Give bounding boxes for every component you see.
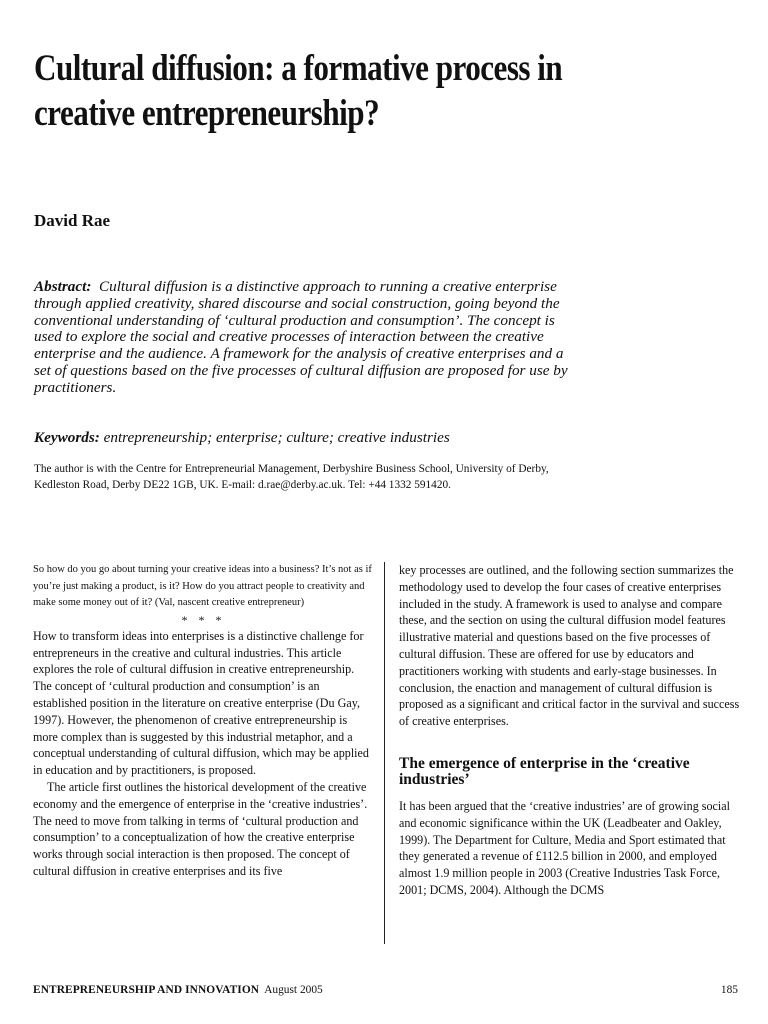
- article-title: Cultural diffusion: a formative process in creative entrepreneurship?: [34, 48, 563, 134]
- epigraph: So how do you go about turning your creative ideas into a business? It’s not as if you’re just making a product, is it? How do you attract people to creativity and make some money out of it? (Val, nascent creative entrepreneur): [33, 564, 372, 609]
- abstract-text: Cultural diffusion is a distinctive approach to running a creative enterprise through applied creativity, shared discourse and social construction, going beyond the conventional understanding of ‘cultural production and consumption’. The concept is used to explore the social and creative processes of interaction between the creative enterprise and the audience. A framework for the analysis of creative enterprises and a set of questions based on the five processes of cultural diffusion are proposed for use by practitioners.: [34, 278, 568, 396]
- right-column: [399, 562, 740, 899]
- journal-name: ENTREPRENEURSHIP AND INNOVATION: [33, 984, 260, 996]
- left-column: [33, 562, 374, 880]
- body-paragraph: The article first outlines the historical development of the creative economy and the emergence of enterprise in the ‘creative industries’. The need to move from talking in terms of ‘cultural production and consumption’ to a conceptualization of how the creative enterprise works through social interaction is then proposed. The concept of cultural diffusion in creative enterprises and its five: [33, 779, 368, 878]
- abstract-label: Abstract:: [34, 278, 92, 295]
- keywords-label: Keywords:: [34, 429, 100, 446]
- column-divider: [384, 562, 385, 944]
- issue-date: August 2005: [264, 984, 323, 996]
- author-affiliation: The author is with the Centre for Entrepreneurial Management, Derbyshire Business School, University of Derby, Kedleston Road, Derby DE22 1GB, UK. E-mail: d.rae@derby.ac.uk. Tel: +44 1332 591420.: [34, 463, 549, 491]
- abstract: [34, 279, 574, 397]
- keywords-text: entrepreneurship; enterprise; culture; creative industries: [103, 429, 450, 446]
- running-footer: [33, 984, 323, 996]
- body-paragraph: How to transform ideas into enterprises is a distinctive challenge for entrepreneurs in the creative and cultural industries. This article explores the role of cultural diffusion in creative entrepreneurship. The concept of ‘cultural production and consumption’ is an established position in the literature on creative enterprise (Du Gay, 1997). However, the phenomenon of creative entrepreneurship is more complex than is suggested by this industrial metaphor, and a conceptual understanding of cultural diffusion, which may be applied in education and by practitioners, is proposed.: [33, 628, 369, 778]
- section-heading: The emergence of enterprise in the ‘creative industries’: [399, 754, 690, 788]
- page-number: 185: [720, 984, 738, 996]
- author-name: David Rae: [34, 211, 111, 230]
- keywords: [34, 429, 594, 446]
- body-paragraph: key processes are outlined, and the following section summarizes the methodology used to develop the four cases of creative enterprises included in the study. A framework is used to analyse and compare these, and the section on using the cultural diffusion model features illustrative material and questions based on the five processes of cultural diffusion. These are offered for use by educators and practitioners working with students and early-stage businesses. In conclusion, the enaction and management of cultural diffusion is proposed as a significant and critical factor in the survival and success of creative enterprises.: [399, 563, 740, 729]
- section-separator: * * *: [181, 612, 226, 627]
- body-paragraph: It has been argued that the ‘creative industries’ are of growing social and economic significance within the UK (Leadbeater and Oakley, 1999). The Department for Culture, Media and Sport estimated that they generated a revenue of £112.5 billion in 2000, and employed almost 1.9 million people in 2003 (Creative Industries Task Force, 2001; DCMS, 2004). Although the DCMS: [399, 798, 730, 897]
